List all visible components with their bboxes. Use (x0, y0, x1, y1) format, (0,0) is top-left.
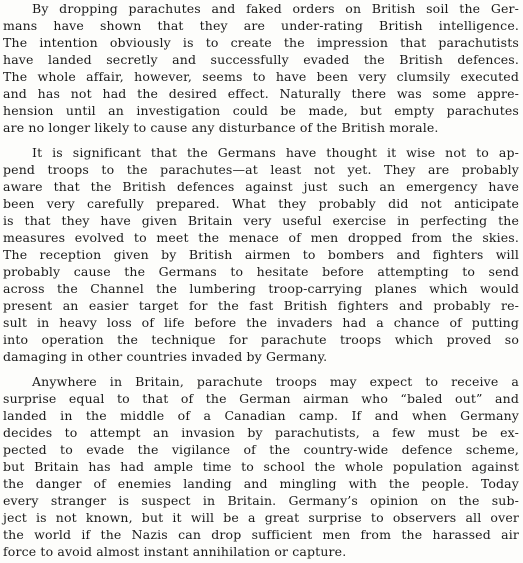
text-line: It is significant that the Germans have thought it wise not to ap- (32, 145, 519, 160)
text-line: across the Channel the lumbering troop-carrying planes which would (3, 281, 519, 296)
text-line: pected to evade the vigilance of the country-wide defence scheme, (3, 442, 519, 457)
text-line: but Britain has had ample time to school the whole population against (3, 459, 519, 474)
text-line: hension until an investigation could be made, but empty parachutes (3, 103, 519, 118)
text-line: present an easier target for the fast British fighters and probably re- (3, 298, 519, 313)
text-line: is that they have given Britain very useful exercise in perfecting the (3, 213, 519, 228)
text-line: The reception given by British airmen to bombers and fighters will (3, 247, 519, 262)
text-line: are no longer likely to cause any disturbance of the British morale. (3, 120, 439, 135)
text-line: The whole affair, however, seems to have been very clumsily executed (3, 69, 519, 84)
text-line: force to avoid almost instant annihilation or capture. (3, 544, 347, 559)
text-line: aware that the British defences against just such an emergency have (3, 179, 519, 194)
text-line: have landed secretly and successfully evaded the British defences. (3, 52, 519, 67)
text-line: sult in heavy loss of life before the invaders had a chance of putting (3, 315, 519, 330)
text-line: measures evolved to meet the menace of men dropped from the skies. (3, 230, 519, 245)
text-line: decides to attempt an invasion by parachutists, a few must be ex- (3, 425, 519, 440)
text-line: landed in the middle of a Canadian camp. If and when Germany (3, 408, 519, 423)
text-line: and has not had the desired effect. Naturally there was some appre- (3, 86, 519, 101)
text-line: mans have shown that they are under-rating British intelligence. (3, 18, 519, 33)
text-line: ject is not known, but it will be a great surprise to observers all over (3, 510, 519, 525)
text-line: been very carefully prepared. What they probably did not anticipate (3, 196, 519, 211)
text-line: surprise equal to that of the German airman who “baled out” and (3, 391, 519, 406)
text-line: The intention obviously is to create the impression that parachutists (3, 35, 519, 50)
text-line: damaging in other countries invaded by Germany. (3, 349, 328, 364)
text-line: probably cause the Germans to hesitate before attempting to send (3, 264, 519, 279)
text-line: the danger of enemies landing and mingling with the people. Today (3, 476, 519, 491)
text-line: into operation the technique for parachute troops which proved so (3, 332, 519, 347)
text-line: the world if the Nazis can drop sufficient men from the harassed air (3, 527, 519, 542)
text-line: every stranger is suspect in Britain. Germany’s opinion on the sub- (3, 493, 519, 508)
text-line: By dropping parachutes and faked orders on British soil the Ger- (32, 1, 519, 16)
text-line: Anywhere in Britain, parachute troops may expect to receive a (32, 374, 519, 389)
text-line: pend troops to the parachutes—at least not yet. They are probably (3, 162, 519, 177)
